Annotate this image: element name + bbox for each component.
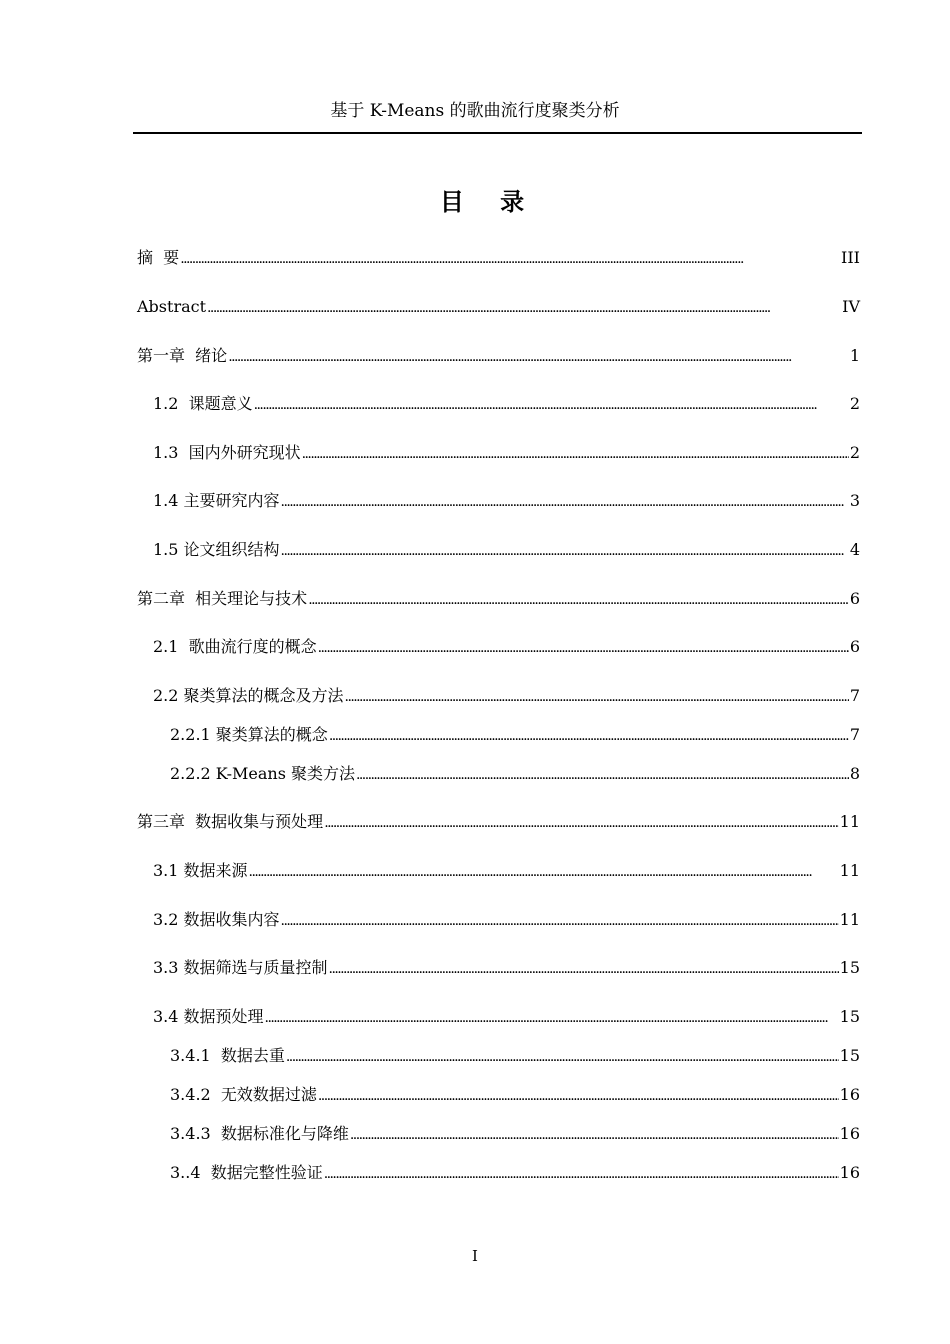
toc-entry-page: 11: [839, 910, 860, 929]
toc-leader-dots: [329, 724, 849, 748]
toc-entry-label: 3.2 数据收集内容: [153, 910, 280, 929]
toc-entry-page: 7: [849, 725, 860, 744]
toc-entry-page: 3: [849, 491, 860, 510]
toc-entry-label: 3.1 数据来源: [153, 861, 248, 880]
toc-leader-dots: [254, 393, 849, 417]
toc-entry-3-4[interactable]: [153, 1005, 860, 1029]
toc-leader-dots: [228, 345, 849, 369]
toc-entry-label: 1.2 课题意义: [153, 394, 253, 413]
toc-leader-dots: [249, 860, 839, 884]
toc-leader-dots: [286, 1045, 839, 1069]
toc-entry-1-2[interactable]: [153, 392, 860, 416]
header-divider: [133, 132, 862, 134]
toc-entry-page: 8: [849, 764, 860, 783]
toc-leader-dots: [207, 296, 841, 320]
toc-leader-dots: [356, 763, 849, 787]
toc-entry-label: 1.5 论文组织结构: [153, 540, 280, 559]
toc-entry-3-4-4[interactable]: [170, 1161, 860, 1185]
toc-leader-dots: [265, 1006, 839, 1030]
toc-entry-label: 3.4.1 数据去重: [170, 1046, 285, 1065]
toc-entry-label: 3.4.3 数据标准化与降维: [170, 1124, 349, 1143]
toc-entry-3-3[interactable]: [153, 956, 860, 980]
toc-entry-label: 1.4 主要研究内容: [153, 491, 280, 510]
toc-leader-dots: [281, 909, 839, 933]
toc-entry-3-2[interactable]: [153, 908, 860, 932]
toc-entry-1-3[interactable]: [153, 441, 860, 465]
toc-entry-1-4[interactable]: [153, 489, 860, 513]
toc-leader-dots: [324, 1162, 839, 1186]
toc-entry-chapter-1[interactable]: [137, 344, 860, 368]
toc-entry-label: 摘 要: [137, 248, 180, 267]
toc-entry-page: 16: [839, 1085, 860, 1104]
toc-entry-page: 15: [839, 1007, 860, 1026]
toc-entry-2-1[interactable]: [153, 635, 860, 659]
toc-leader-dots: [350, 1123, 839, 1147]
toc-entry-page: 1: [849, 346, 860, 365]
toc-leader-dots: [329, 957, 839, 981]
toc-entry-page: 2: [849, 394, 860, 413]
toc-leader-dots: [318, 1084, 839, 1108]
toc-title: 目 录: [439, 188, 539, 216]
toc-entry-page: 11: [839, 812, 860, 831]
toc-entry-page: 2: [849, 443, 860, 462]
toc-leader-dots: [180, 247, 840, 271]
toc-entry-1-5[interactable]: [153, 538, 860, 562]
toc-entry-chapter-2[interactable]: [137, 587, 860, 611]
toc-entry-label: 2.2.2 K-Means 聚类方法: [170, 764, 355, 783]
toc-entry-label: 3.4.2 无效数据过滤: [170, 1085, 317, 1104]
toc-entry-2-2-1[interactable]: [170, 723, 860, 747]
toc-leader-dots: [302, 442, 849, 466]
toc-entry-3-4-3[interactable]: [170, 1122, 860, 1146]
toc-entry-abstract-cn[interactable]: [137, 246, 860, 270]
toc-entry-label: Abstract: [137, 297, 207, 316]
toc-leader-dots: [345, 685, 849, 709]
toc-entry-page: 15: [839, 958, 860, 977]
toc-entry-page: 11: [839, 861, 860, 880]
toc-leader-dots: [281, 490, 849, 514]
page-number: I: [472, 1247, 478, 1265]
toc-entry-label: 2.1 歌曲流行度的概念: [153, 637, 317, 656]
toc-entry-label: 3.4 数据预处理: [153, 1007, 264, 1026]
toc-entry-abstract-en[interactable]: [137, 295, 860, 319]
toc-leader-dots: [281, 539, 849, 563]
toc-entry-page: 16: [839, 1124, 860, 1143]
toc-entry-page: 6: [849, 637, 860, 656]
toc-entry-page: IV: [842, 297, 860, 316]
toc-entry-label: 第二章 相关理论与技术: [137, 589, 308, 608]
toc-entry-page: 15: [839, 1046, 860, 1065]
running-header-title: 基于 K-Means 的歌曲流行度聚类分析: [330, 101, 620, 121]
toc-entry-label: 3..4 数据完整性验证: [170, 1163, 323, 1182]
toc-entry-page: 7: [849, 686, 860, 705]
toc-leader-dots: [324, 811, 838, 835]
toc-entry-2-2[interactable]: [153, 684, 860, 708]
toc-entry-label: 2.2 聚类算法的概念及方法: [153, 686, 344, 705]
toc-entry-label: 第三章 数据收集与预处理: [137, 812, 324, 831]
toc-entry-page: 6: [849, 589, 860, 608]
toc-entry-label: 2.2.1 聚类算法的概念: [170, 725, 328, 744]
toc-entry-page: 16: [839, 1163, 860, 1182]
toc-entry-label: 第一章 绪论: [137, 346, 228, 365]
toc-entry-3-4-1[interactable]: [170, 1044, 860, 1068]
toc-entry-chapter-3[interactable]: [137, 810, 860, 834]
toc-leader-dots: [318, 636, 849, 660]
toc-entry-3-1[interactable]: [153, 859, 860, 883]
toc-entry-page: III: [841, 248, 860, 267]
toc-entry-label: 1.3 国内外研究现状: [153, 443, 301, 462]
toc-entry-label: 3.3 数据筛选与质量控制: [153, 958, 328, 977]
toc-entry-page: 4: [849, 540, 860, 559]
toc-entry-3-4-2[interactable]: [170, 1083, 860, 1107]
toc-leader-dots: [308, 588, 849, 612]
toc-entry-2-2-2[interactable]: [170, 762, 860, 786]
